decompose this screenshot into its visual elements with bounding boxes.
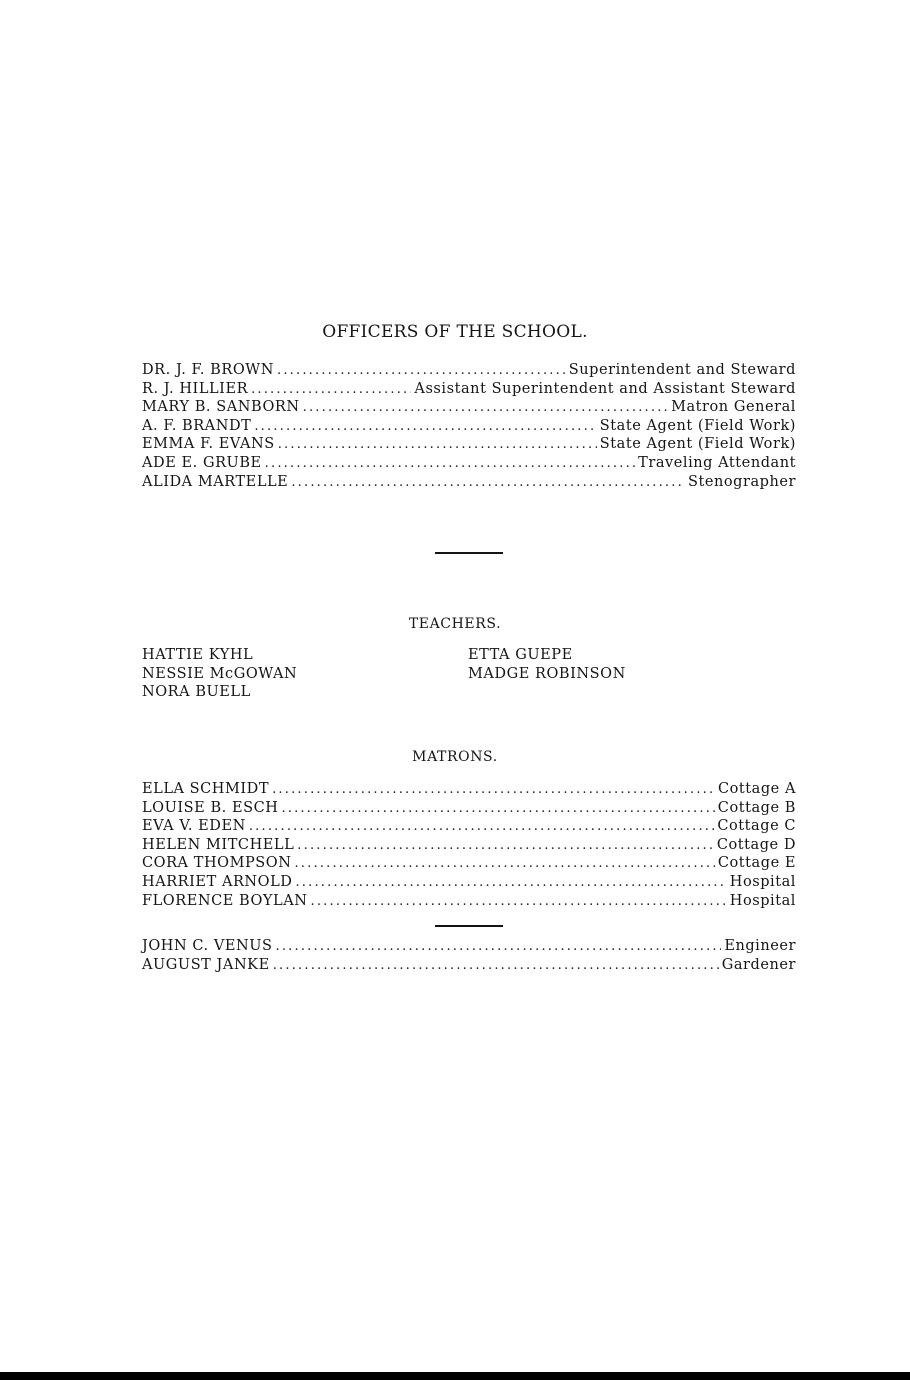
staff-role: Gardener bbox=[721, 956, 796, 973]
officer-name: ALIDA MARTELLE bbox=[142, 473, 289, 490]
matron-name: FLORENCE BOYLAN bbox=[142, 892, 308, 909]
officer-row bbox=[142, 381, 796, 400]
matron-row bbox=[142, 781, 796, 800]
staff-role: Engineer bbox=[724, 938, 796, 954]
matron-role: Hospital bbox=[729, 892, 796, 909]
matron-row bbox=[142, 837, 796, 856]
matrons-heading: MATRONS. bbox=[412, 749, 498, 765]
teachers-heading: TEACHERS. bbox=[408, 616, 502, 632]
teacher-name: NORA BUELL bbox=[142, 684, 251, 701]
officer-row bbox=[142, 455, 796, 474]
dot-leader bbox=[294, 856, 714, 871]
matron-name: LOUISE B. ESCH bbox=[142, 799, 279, 816]
dot-leader bbox=[310, 894, 726, 909]
staff-row bbox=[142, 957, 796, 976]
matron-row bbox=[142, 855, 796, 874]
matron-row bbox=[142, 874, 796, 893]
section-divider bbox=[435, 925, 503, 927]
dot-leader bbox=[291, 475, 685, 490]
scan-edge-bar bbox=[0, 1372, 910, 1380]
matron-name: HELEN MITCHELL bbox=[142, 836, 295, 853]
dot-leader bbox=[272, 782, 715, 797]
matron-role: Cottage E bbox=[717, 855, 796, 872]
matron-name: CORA THOMPSON bbox=[142, 855, 292, 872]
teacher-name: NESSIE McGOWAN bbox=[142, 665, 298, 682]
dot-leader bbox=[278, 437, 597, 452]
matron-role: Cottage D bbox=[716, 836, 796, 853]
teacher-name: ETTA GUEPE bbox=[468, 647, 573, 663]
officer-role: Traveling Attendant bbox=[638, 454, 796, 471]
dot-leader bbox=[254, 419, 596, 434]
matron-role: Hospital bbox=[729, 873, 796, 890]
matron-role: Cottage B bbox=[717, 799, 796, 816]
teachers-column-left bbox=[142, 647, 297, 703]
officer-role: Superintendent and Steward bbox=[568, 362, 796, 378]
matron-row bbox=[142, 893, 796, 912]
officer-row bbox=[142, 399, 796, 418]
matrons-list bbox=[142, 781, 796, 911]
teacher-name: HATTIE KYHL bbox=[142, 647, 254, 663]
officer-row bbox=[142, 474, 796, 493]
officer-name: ADE E. GRUBE bbox=[142, 454, 262, 471]
officer-row bbox=[142, 436, 796, 455]
officer-role: State Agent (Field Work) bbox=[599, 417, 796, 434]
matron-row bbox=[142, 800, 796, 819]
officers-list bbox=[142, 362, 796, 492]
staff-name: JOHN C. VENUS bbox=[142, 938, 273, 954]
matron-name: ELLA SCHMIDT bbox=[142, 781, 270, 797]
dot-leader bbox=[276, 939, 722, 954]
officer-row bbox=[142, 362, 796, 381]
matron-name: EVA V. EDEN bbox=[142, 818, 246, 835]
teacher-name: MADGE ROBINSON bbox=[468, 665, 626, 682]
matron-row bbox=[142, 818, 796, 837]
officer-role: Stenographer bbox=[687, 473, 796, 490]
staff-row bbox=[142, 938, 796, 957]
dot-leader bbox=[303, 400, 668, 415]
dot-leader bbox=[265, 456, 635, 471]
officer-name: EMMA F. EVANS bbox=[142, 436, 275, 453]
staff-name: AUGUST JANKE bbox=[142, 956, 270, 973]
officer-role: Assistant Superintendent and Assistant Steward bbox=[414, 380, 796, 397]
matron-role: Cottage A bbox=[717, 781, 796, 797]
matron-role: Cottage C bbox=[717, 818, 796, 835]
matron-name: HARRIET ARNOLD bbox=[142, 873, 293, 890]
staff-list bbox=[142, 938, 796, 975]
dot-leader bbox=[273, 958, 719, 973]
dot-leader bbox=[277, 363, 566, 378]
teachers-column-right bbox=[468, 647, 626, 684]
officer-role: State Agent (Field Work) bbox=[599, 436, 796, 453]
officer-name: MARY B. SANBORN bbox=[142, 399, 300, 416]
officer-row bbox=[142, 418, 796, 437]
section-divider bbox=[435, 552, 503, 554]
dot-leader bbox=[295, 875, 726, 890]
officer-name: DR. J. F. BROWN bbox=[142, 362, 274, 378]
dot-leader bbox=[297, 838, 714, 853]
officer-role: Matron General bbox=[671, 399, 796, 416]
officer-name: A. F. BRANDT bbox=[142, 417, 252, 434]
dot-leader bbox=[251, 382, 411, 397]
dot-leader bbox=[249, 819, 715, 834]
dot-leader bbox=[281, 801, 714, 816]
officer-name: R. J. HILLIER bbox=[142, 380, 249, 397]
page-title: OFFICERS OF THE SCHOOL. bbox=[322, 322, 588, 342]
